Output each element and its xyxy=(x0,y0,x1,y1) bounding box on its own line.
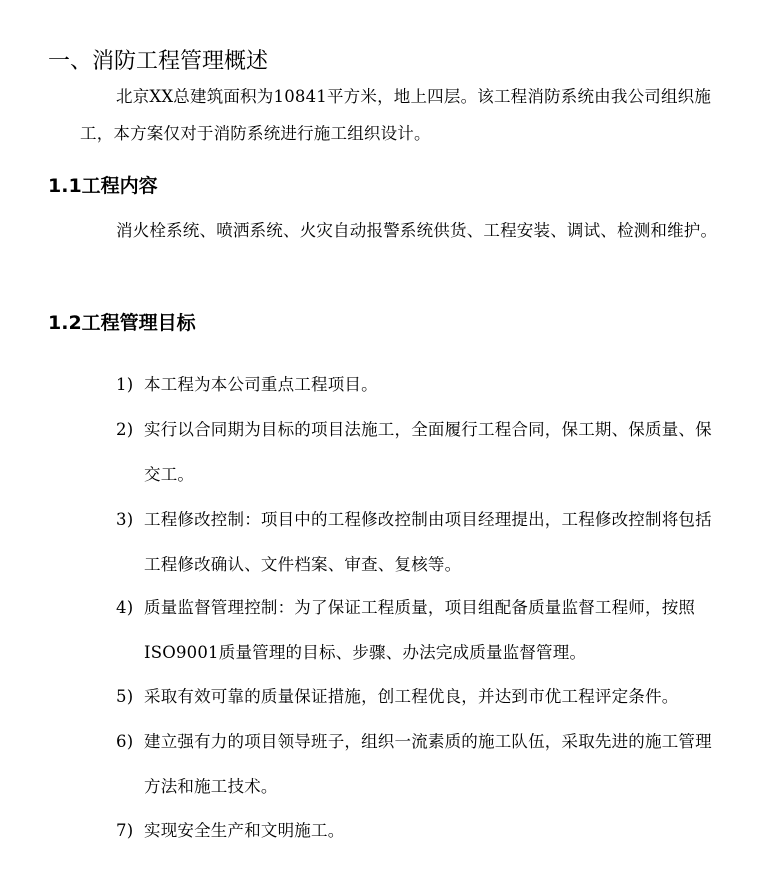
list-item-number: 4) xyxy=(116,598,134,617)
subsection-title-content: 1.1工程内容 xyxy=(48,175,158,197)
list-item-text: 建立强有力的项目领导班子，组织一流素质的施工队伍，采取先进的施工管理方法和施工技术。 xyxy=(144,732,712,796)
list-item-text: 实现安全生产和文明施工。 xyxy=(144,821,345,840)
subsection-title-goals: 1.2工程管理目标 xyxy=(48,312,196,334)
list-item-text: 本工程为本公司重点工程项目。 xyxy=(144,375,378,394)
list-item-number: 6) xyxy=(116,732,134,751)
list-item-number: 7) xyxy=(116,821,134,840)
list-item-text: 工程修改控制：项目中的工程修改控制由项目经理提出，工程修改控制将包括工程修改确认、文件档案、审查、复核等。 xyxy=(144,510,712,574)
intro-paragraph: 北京XX总建筑面积为10841平方米，地上四层。该工程消防系统由我公司组织施工，本方案仅对于消防系统进行施工组织设计。 xyxy=(80,87,712,143)
list-item-text: 实行以合同期为目标的项目法施工，全面履行工程合同，保工期、保质量、保交工。 xyxy=(144,420,712,484)
list-item-number: 1) xyxy=(116,375,134,394)
content-paragraph: 消火栓系统、喷洒系统、火灾自动报警系统供货、工程安装、调试、检测和维护。 xyxy=(116,221,718,240)
list-item-number: 3) xyxy=(116,510,134,529)
list-item-number: 2) xyxy=(116,420,134,439)
list-item-text: 质量监督管理控制：为了保证工程质量，项目组配备质量监督工程师，按照ISO9001质量管理的目标、步骤、办法完成质量监督管理。 xyxy=(144,598,696,662)
list-item-text: 采取有效可靠的质量保证措施，创工程优良，并达到市优工程评定条件。 xyxy=(144,687,679,706)
list-item-number: 5) xyxy=(116,687,134,706)
section-title: 一、消防工程管理概述 xyxy=(48,49,269,74)
